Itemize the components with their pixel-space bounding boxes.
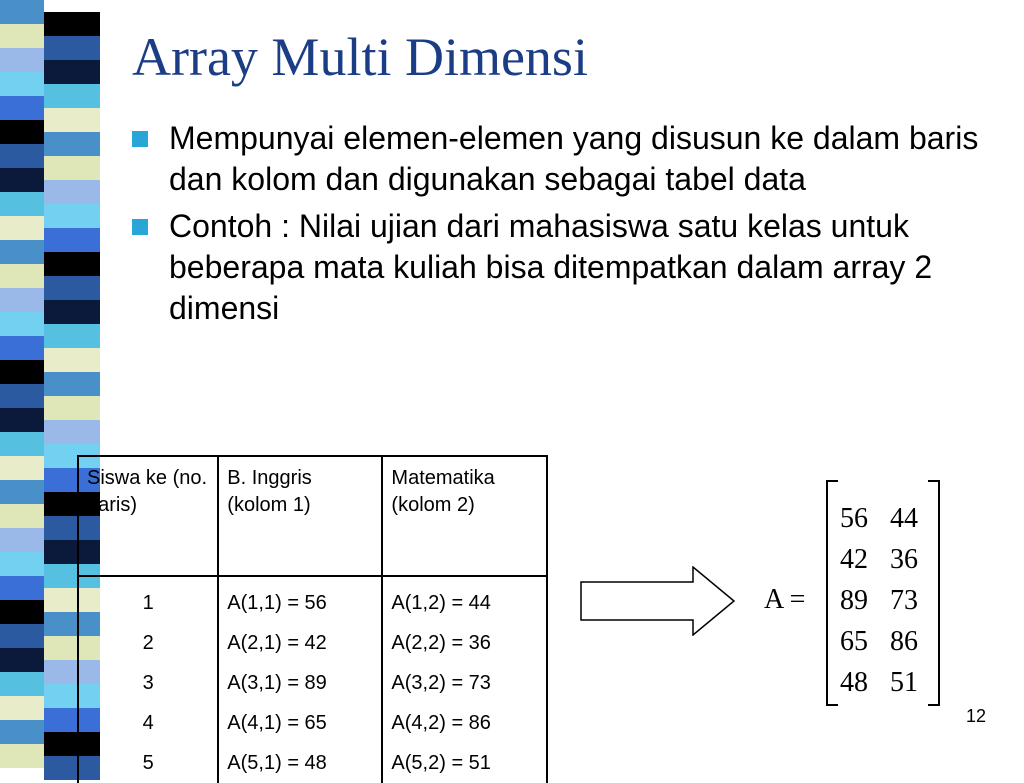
stripe-segment <box>0 168 44 192</box>
stripe-segment <box>0 432 44 456</box>
bullet-item <box>132 206 982 329</box>
stripe-segment <box>0 192 44 216</box>
row-col2: A(3,2) = 73 <box>382 663 547 703</box>
stripe-segment <box>0 384 44 408</box>
matrix-row <box>840 662 940 703</box>
stripe-segment <box>44 348 100 372</box>
row-col1: A(2,1) = 42 <box>218 623 382 663</box>
stripe-segment <box>44 60 100 84</box>
table-row <box>78 703 547 743</box>
stripe-segment <box>0 648 44 672</box>
stripe-segment <box>0 552 44 576</box>
stripe-segment <box>44 108 100 132</box>
row-index: 2 <box>78 623 218 663</box>
stripe-segment <box>0 0 44 24</box>
row-col1: A(1,1) = 56 <box>218 576 382 623</box>
stripe-segment <box>0 744 44 768</box>
matrix-cell: 89 <box>840 585 868 616</box>
stripe-segment <box>0 120 44 144</box>
stripe-segment <box>0 672 44 696</box>
stripe-segment <box>0 408 44 432</box>
stripe-segment <box>0 456 44 480</box>
matrix-cell: 36 <box>890 544 918 575</box>
stripe-segment <box>44 36 100 60</box>
right-arrow-icon <box>580 566 736 636</box>
square-bullet-icon <box>132 219 148 235</box>
stripe-segment <box>44 180 100 204</box>
scores-table <box>77 455 548 783</box>
table-row <box>78 743 547 783</box>
stripe-segment <box>44 300 100 324</box>
stripe-segment <box>0 24 44 48</box>
row-col2: A(4,2) = 86 <box>382 703 547 743</box>
matrix-cell: 73 <box>890 585 918 616</box>
bullet-text: Contoh : Nilai ujian dari mahasiswa satu kelas untuk beberapa mata kuliah bisa ditempatkan dalam array 2 dimensi <box>169 208 933 326</box>
stripe-segment <box>44 228 100 252</box>
table-row <box>78 576 547 623</box>
bullet-list <box>132 118 982 335</box>
row-col2: A(5,2) = 51 <box>382 743 547 783</box>
stripe-segment <box>0 72 44 96</box>
stripe-segment <box>0 528 44 552</box>
row-col1: A(3,1) = 89 <box>218 663 382 703</box>
matrix-values <box>840 498 940 703</box>
row-col1: A(4,1) = 65 <box>218 703 382 743</box>
matrix-label: A = <box>764 584 806 615</box>
header-math: Matematika (kolom 2) <box>382 456 547 576</box>
matrix-cell: 51 <box>890 667 918 698</box>
bullet-item <box>132 118 982 200</box>
row-index: 4 <box>78 703 218 743</box>
stripe-segment <box>0 624 44 648</box>
row-index: 3 <box>78 663 218 703</box>
stripe-segment <box>0 504 44 528</box>
stripe-segment <box>0 336 44 360</box>
stripe-segment <box>0 600 44 624</box>
matrix-cell: 44 <box>890 503 918 534</box>
stripe-segment <box>0 264 44 288</box>
stripe-segment <box>44 276 100 300</box>
page-number: 12 <box>966 706 987 726</box>
matrix-row <box>840 580 940 621</box>
header-english: B. Inggris (kolom 1) <box>218 456 382 576</box>
stripe-segment <box>44 372 100 396</box>
row-col1: A(5,1) = 48 <box>218 743 382 783</box>
stripe-segment <box>44 84 100 108</box>
stripe-segment <box>44 420 100 444</box>
matrix-cell: 65 <box>840 626 868 657</box>
matrix-a <box>764 480 944 705</box>
stripe-segment <box>0 288 44 312</box>
stripe-segment <box>44 204 100 228</box>
stripe-segment <box>44 396 100 420</box>
stripe-segment <box>0 48 44 72</box>
matrix-row <box>840 498 940 539</box>
row-col2: A(2,2) = 36 <box>382 623 547 663</box>
matrix-cell: 48 <box>840 667 868 698</box>
slide-title: Array Multi Dimensi <box>132 27 588 87</box>
stripe-segment <box>0 360 44 384</box>
stripe-segment <box>44 156 100 180</box>
stripe-segment <box>0 720 44 744</box>
stripe-segment <box>0 240 44 264</box>
matrix-cell: 42 <box>840 544 868 575</box>
stripe-segment <box>0 144 44 168</box>
row-index: 5 <box>78 743 218 783</box>
stripe-segment <box>0 216 44 240</box>
stripe-segment <box>0 96 44 120</box>
stripe-segment <box>0 576 44 600</box>
stripe-segment <box>44 12 100 36</box>
stripe-segment <box>0 480 44 504</box>
stripe-segment <box>44 324 100 348</box>
table-row <box>78 663 547 703</box>
table-header-row <box>78 456 547 576</box>
stripe-segment <box>44 252 100 276</box>
matrix-cell: 86 <box>890 626 918 657</box>
square-bullet-icon <box>132 131 148 147</box>
stripe-segment <box>44 132 100 156</box>
header-student: Siswa ke (no. baris) <box>78 456 218 576</box>
stripe-segment <box>0 696 44 720</box>
row-index: 1 <box>78 576 218 623</box>
bullet-text: Mempunyai elemen-elemen yang disusun ke dalam baris dan kolom dan digunakan sebagai tabel data <box>169 120 979 197</box>
matrix-row <box>840 621 940 662</box>
left-bracket <box>826 480 838 706</box>
table-row <box>78 623 547 663</box>
matrix-row <box>840 539 940 580</box>
row-col2: A(1,2) = 44 <box>382 576 547 623</box>
stripe-segment <box>0 312 44 336</box>
matrix-cell: 56 <box>840 503 868 534</box>
